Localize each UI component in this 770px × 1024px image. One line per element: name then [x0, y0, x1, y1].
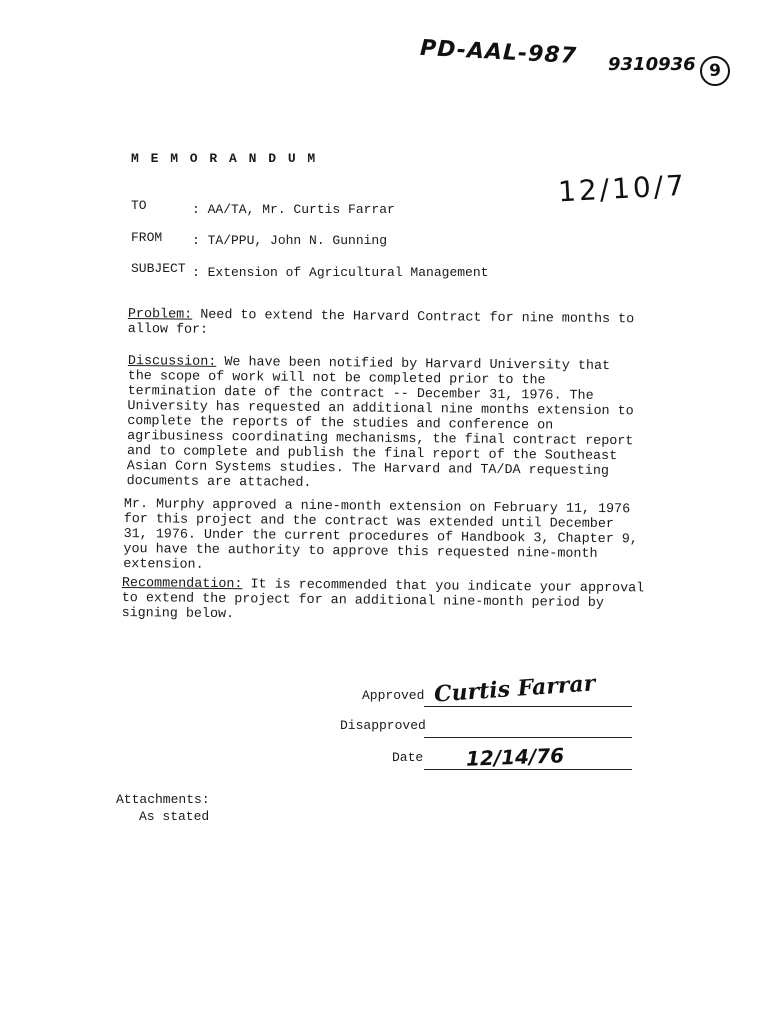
to-label: TO [131, 198, 147, 213]
subject-value: : Extension of Agricultural Management [192, 265, 489, 280]
disapproved-label: Disapproved [340, 718, 426, 733]
recommendation-paragraph [122, 576, 647, 626]
discussion-paragraph [127, 354, 640, 494]
problem-paragraph [128, 307, 668, 343]
recommendation-text: It is recommended that you indicate your approval to extend the project for an additional nine-month period by signing below. [121, 577, 645, 623]
from-value: : TA/PPU, John N. Gunning [192, 233, 388, 248]
document-circle-number: 9 [700, 56, 730, 86]
memo-title: M E M O R A N D U M [131, 151, 318, 166]
disapproved-signature-line [424, 737, 632, 738]
discussion-text: We have been notified by Harvard University that the scope of work will not be completed prior to the termination date of the contract -- December 31, 1976. The University has requested an additional nine months extension to complete the reports of the studies and conference on agribusiness coordinating mechanisms, the final contract report and to complete and publish the final report of the Southeast Asian Corn Systems studies. The Harvard and TA/DA requesting documents are attached. [126, 354, 634, 491]
recommendation-heading: Recommendation: [121, 576, 243, 593]
problem-text: Need to extend the Harvard Contract for nine months to allow for: [127, 307, 635, 338]
approved-label: Approved [362, 688, 425, 703]
handwritten-date: 12/10/7 [557, 168, 688, 209]
to-value: : AA/TA, Mr. Curtis Farrar [192, 202, 395, 217]
document-number: 9310936 [608, 54, 696, 75]
discussion-heading: Discussion: [127, 354, 217, 370]
attachments-label: Attachments: [116, 792, 210, 807]
attachments-value: As stated [139, 809, 210, 824]
date-label: Date [392, 750, 424, 765]
subject-label: SUBJECT [131, 261, 186, 276]
date-value: 12/14/76 [465, 743, 565, 771]
date-line [424, 769, 632, 770]
document-code: PD-AAL-987 [419, 35, 578, 70]
approved-signature: Curtis Farrar [433, 670, 597, 708]
from-label: FROM [131, 230, 163, 245]
problem-heading: Problem: [127, 307, 193, 323]
extension-paragraph: Mr. Murphy approved a nine-month extension on February 11, 1976 for this project and the contract was extended until December 31, 1976. Under the current procedures of Handbook 3, Chapter 9, you have the authority to approve this requested nine-month extension. [123, 497, 638, 573]
